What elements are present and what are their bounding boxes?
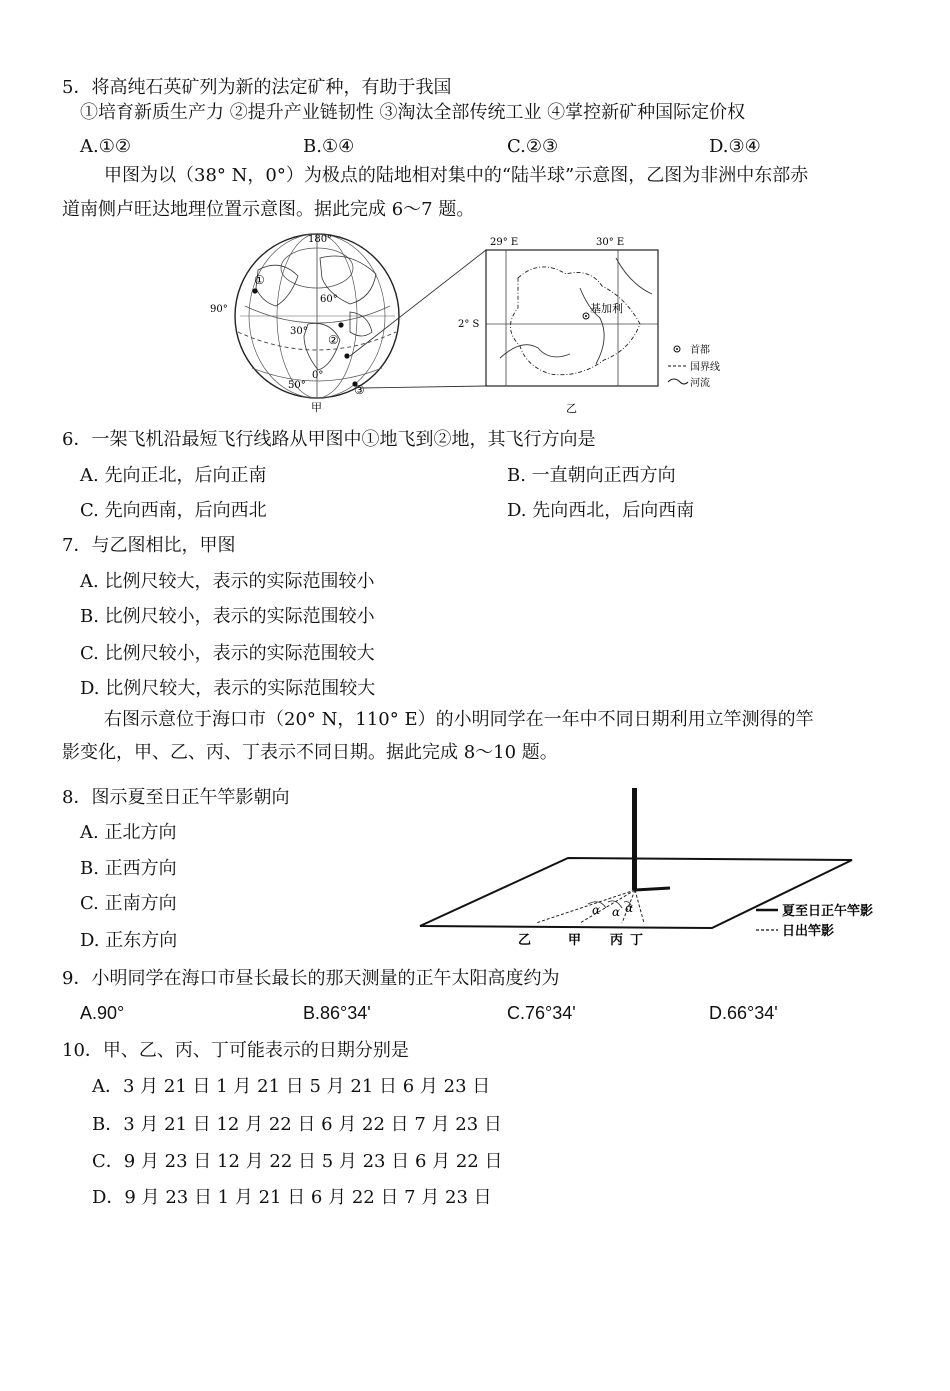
q7-stem: 7．与乙图相比，甲图 bbox=[62, 535, 236, 556]
noon-shadow bbox=[635, 888, 670, 890]
intro2-line1: 右图示意位于海口市（20° N，110° E）的小明同学在一年中不同日期利用立竿测得的竿 bbox=[104, 709, 814, 730]
label-jia: 甲 bbox=[568, 933, 582, 948]
label-ding: 丁 bbox=[630, 933, 644, 948]
q5-option-d: D.③④ bbox=[709, 136, 761, 157]
q8-option-a: A. 正北方向 bbox=[80, 822, 177, 843]
angle-label-1: α bbox=[592, 903, 601, 917]
globe-label-60: 60° bbox=[320, 294, 338, 305]
q5-option-c: C.②③ bbox=[507, 136, 559, 157]
legend-river: 河流 bbox=[690, 378, 710, 389]
rwanda-map bbox=[458, 237, 658, 415]
q10-option-c: C．9 月 23 日 12 月 22 日 5 月 23 日 6 月 22 日 bbox=[92, 1151, 503, 1172]
angle-label-3: α bbox=[625, 901, 634, 915]
legend-noon-shadow: 夏至日正午竿影 bbox=[782, 904, 874, 919]
q5-option-a: A.①② bbox=[80, 136, 131, 157]
map-label-2s: 2° S bbox=[458, 319, 480, 330]
legend-border: 国界线 bbox=[690, 362, 720, 373]
q10-stem: 10．甲、乙、丙、丁可能表示的日期分别是 bbox=[62, 1040, 409, 1061]
angle-label-2: α bbox=[612, 905, 621, 919]
q8-option-d: D. 正东方向 bbox=[80, 930, 178, 951]
q9-option-a: A.90° bbox=[80, 1003, 125, 1023]
q5-stem: 5．将高纯石英矿列为新的法定矿种，有助于我国 bbox=[62, 77, 452, 98]
q7-option-c: C. 比例尺较小，表示的实际范围较大 bbox=[80, 643, 375, 664]
shadow-ding bbox=[635, 890, 644, 923]
intro2-line2: 影变化，甲、乙、丙、丁表示不同日期。据此完成 8～10 题。 bbox=[62, 742, 558, 763]
q8-option-b: B. 正西方向 bbox=[80, 858, 177, 879]
q7-option-d: D. 比例尺较大，表示的实际范围较大 bbox=[80, 678, 376, 699]
map-legend bbox=[668, 343, 720, 389]
q5-option-b: B.①④ bbox=[303, 136, 355, 157]
globe-label-0: 0° bbox=[312, 370, 324, 381]
q6-option-b: B. 一直朝向正西方向 bbox=[507, 465, 676, 486]
globe-diagram bbox=[210, 234, 399, 414]
globe-label-180: 180° bbox=[308, 234, 333, 245]
q10-option-b: B．3 月 21 日 12 月 22 日 6 月 22 日 7 月 23 日 bbox=[92, 1114, 502, 1135]
q6-option-a: A. 先向正北，后向正南 bbox=[80, 465, 267, 486]
label-yi: 乙 bbox=[518, 933, 532, 948]
q10-option-a: A．3 月 21 日 1 月 21 日 5 月 21 日 6 月 23 日 bbox=[92, 1076, 491, 1097]
q9-stem: 9．小明同学在海口市昼长最长的那天测量的正午太阳高度约为 bbox=[62, 968, 560, 989]
globe-point-1: ① bbox=[254, 273, 265, 287]
q9-option-b: B.86°34' bbox=[303, 1003, 371, 1023]
q6-stem: 6．一架飞机沿最短飞行线路从甲图中①地飞到②地，其飞行方向是 bbox=[62, 429, 596, 450]
figure-globe-and-map bbox=[200, 228, 730, 420]
legend-capital: 首都 bbox=[690, 345, 710, 356]
q9-option-d: D.66°34' bbox=[709, 1003, 778, 1023]
q6-option-d: D. 先向西北，后向西南 bbox=[507, 500, 695, 521]
q8-option-c: C. 正南方向 bbox=[80, 893, 177, 914]
globe-label-90: 90° bbox=[210, 304, 228, 315]
map-label-30e: 30° E bbox=[596, 237, 625, 248]
pole bbox=[632, 788, 637, 890]
globe-point-3: ③ bbox=[354, 383, 365, 397]
globe-label-50: 50° bbox=[288, 380, 306, 391]
q7-option-a: A. 比例尺较大，表示的实际范围较小 bbox=[80, 571, 375, 592]
intro1-line1: 甲图为以（38° N，0°）为极点的陆地相对集中的“陆半球”示意图，乙图为非洲中东部赤 bbox=[104, 165, 809, 186]
legend-sunrise-shadow: 日出竿影 bbox=[782, 924, 835, 939]
globe-label-30: 30° bbox=[290, 326, 308, 337]
q6-option-c: C. 先向西南，后向西北 bbox=[80, 500, 267, 521]
figure-pole-shadow bbox=[418, 786, 898, 950]
shadow-yi bbox=[536, 890, 635, 923]
map-label-kigali: 基加利 bbox=[590, 302, 623, 315]
q5-items: ①培育新质生产力 ②提升产业链韧性 ③淘汰全部传统工业 ④掌控新矿种国际定价权 bbox=[80, 102, 746, 123]
globe-caption: 甲 bbox=[311, 401, 322, 414]
q8-stem: 8．图示夏至日正午竿影朝向 bbox=[62, 787, 290, 808]
globe-point-2: ② bbox=[328, 333, 339, 347]
q10-option-d: D．9 月 23 日 1 月 21 日 6 月 22 日 7 月 23 日 bbox=[92, 1187, 492, 1208]
intro1-line2: 道南侧卢旺达地理位置示意图。据此完成 6～7 题。 bbox=[62, 199, 475, 220]
label-bing: 丙 bbox=[610, 933, 624, 948]
map-label-29e: 29° E bbox=[490, 237, 519, 248]
map-caption: 乙 bbox=[566, 402, 577, 415]
q9-option-c: C.76°34' bbox=[507, 1003, 576, 1023]
q7-option-b: B. 比例尺较小，表示的实际范围较小 bbox=[80, 606, 375, 627]
